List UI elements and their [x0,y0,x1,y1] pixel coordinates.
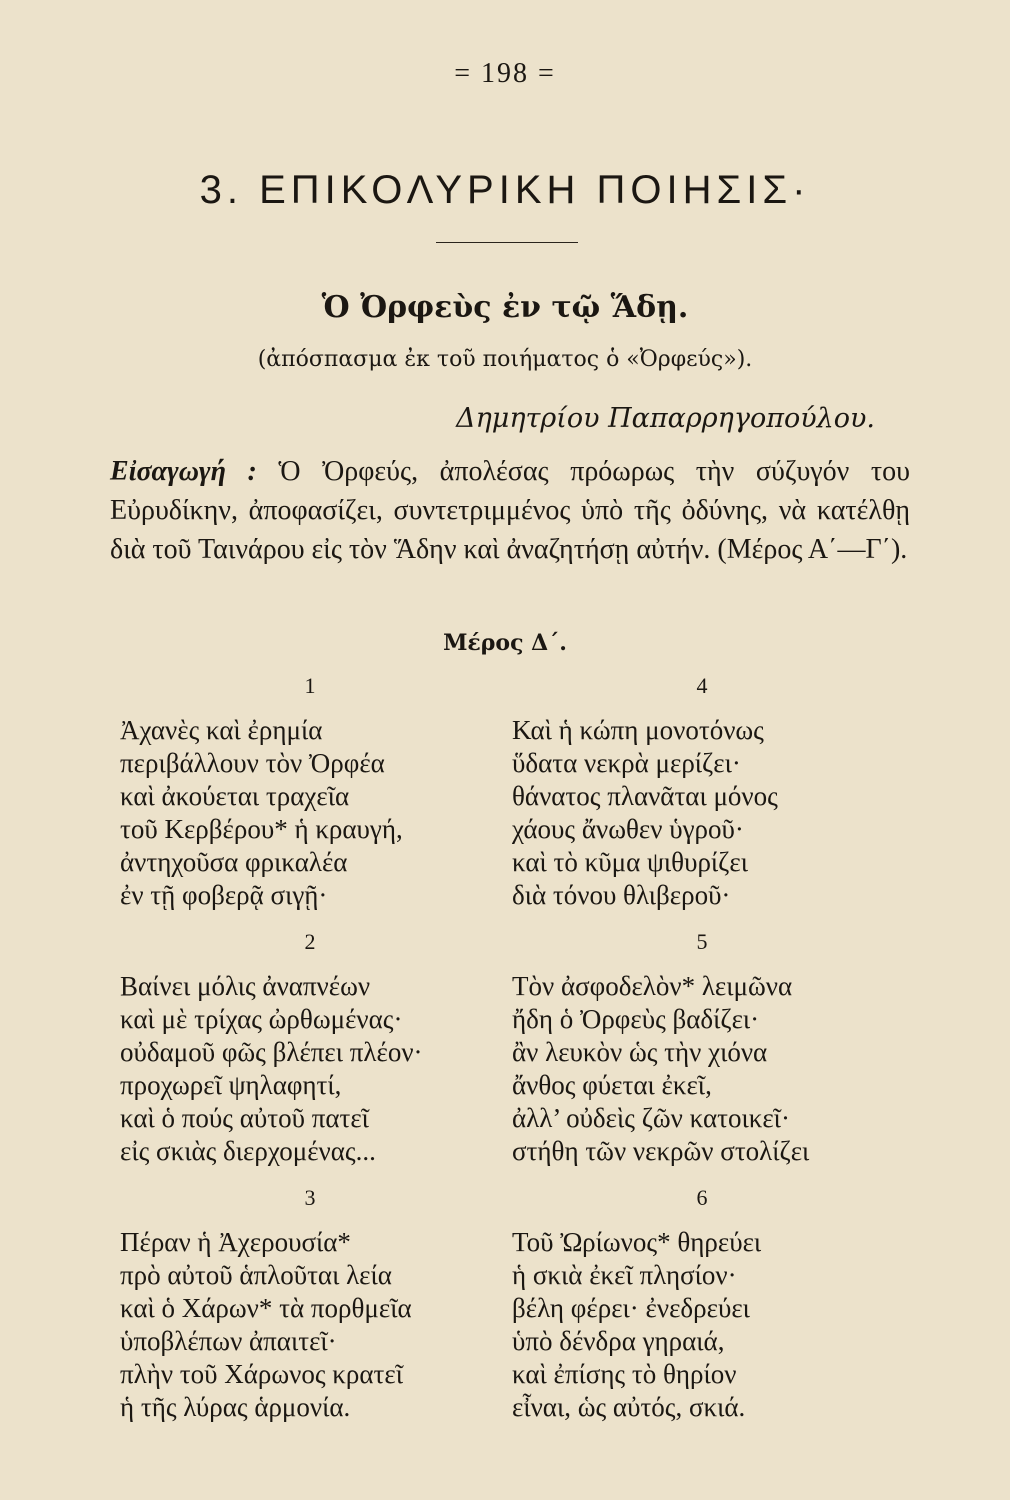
verse-line: καὶ ὁ πούς αὐτοῦ πατεῖ [120,1103,369,1133]
part-title: Μέρος Δ΄. [443,630,567,656]
verse-line: στήθη τῶν νεκρῶν στολίζει [512,1136,810,1166]
verse-line: ἡ σκιὰ ἐκεῖ πλησίον· [512,1260,737,1290]
stanza-5 [512,928,892,1168]
verse-line: βέλη φέρει· ἐνεδρεύει [512,1293,750,1323]
verse-line: ἀντηχοῦσα φρικαλέα [120,847,348,877]
verse-line: πρὸ αὐτοῦ ἁπλοῦται λεία [120,1260,392,1290]
verse-line: Καὶ ἡ κώπη μονοτόνως [512,715,764,745]
poem-subtitle: (ἀπόσπασμα ἐκ τοῦ ποιήματος ὁ «Ὀρφεύς»). [257,347,753,372]
introduction-text: Ὁ Ὀρφεύς, ἀπολέσας πρόωρως τὴν σύζυγόν του Εὐρυδίκην, ἀποφασίζει, συντετριμμένος ὑπὸ τῆς ὀδύνης, νὰ κατέλθῃ διὰ τοῦ Ταινάρου εἰς τὸν Ἅδην καὶ ἀναζητήσῃ αὐτήν. (Μέρος Α΄—Γ΄). [110,456,911,565]
verse-line: ὕδατα νεκρὰ μερίζει· [512,748,741,778]
verse-line: ἡ τῆς λύρας ἁρμονία. [120,1392,351,1422]
verse-line: ἤδη ὁ Ὀρφεὺς βαδίζει· [512,1004,760,1034]
verse-line: πλὴν τοῦ Χάρωνος κρατεῖ [120,1359,403,1389]
stanza-4 [512,672,892,912]
verse-line: ἄνθος φύεται ἐκεῖ, [512,1070,712,1100]
poem-title: Ὁ Ὀρφεὺς ἐν τῷ Ἅδῃ. [321,290,689,325]
verse-line: ὑποβλέπων ἀπαιτεῖ· [120,1326,337,1356]
page-number: = 198 = [454,58,556,89]
verse-line: Τὸν ἀσφοδελὸν* λειμῶνα [512,971,793,1001]
verse-line: εἶναι, ὡς αὐτός, σκιά. [512,1392,746,1422]
introduction-label: Εἰσαγωγή : [110,456,257,487]
stanza-number: 6 [696,1185,708,1210]
verse-line: Πέραν ἡ Ἀχερουσία* [120,1227,351,1257]
stanza-3 [120,1184,500,1424]
stanza-2 [120,928,500,1168]
verse-line: ἐν τῇ φοβερᾷ σιγῇ· [120,880,328,910]
verse-line: καὶ μὲ τρίχας ὠρθωμένας· [120,1004,403,1034]
stanza-1 [120,672,500,912]
verse-line: οὐδαμοῦ φῶς βλέπει πλέον· [120,1037,423,1067]
title-divider [436,242,578,243]
stanza-number: 1 [304,673,316,698]
verse-line: διὰ τόνου θλιβεροῦ· [512,880,731,910]
verse-line: εἰς σκιὰς διερχομένας... [120,1136,376,1166]
verse-line: καὶ ὁ Χάρων* τὰ πορθμεῖα [120,1293,412,1323]
verse-line: θάνατος πλανᾶται μόνος [512,781,778,811]
verse-line: ἀλλ’ οὐδεὶς ζῶν κατοικεῖ· [512,1103,790,1133]
verse-line: ὑπὸ δένδρα γηραιά, [512,1326,725,1356]
stanza-number: 2 [304,929,316,954]
verse-line: καὶ τὸ κῦμα ψιθυρίζει [512,847,748,877]
stanza-6 [512,1184,892,1424]
stanza-number: 4 [696,673,708,698]
verse-line: ἂν λευκὸν ὡς τὴν χιόνα [512,1037,768,1067]
verse-line: προχωρεῖ ψηλαφητί, [120,1070,342,1100]
verse-line: καὶ ἀκούεται τραχεῖα [120,781,350,811]
verse-line: καὶ ἐπίσης τὸ θηρίον [512,1359,737,1389]
introduction [110,452,910,569]
section-title: 3. ΕΠΙΚΟΛΥΡΙΚΗ ΠΟΙΗΣΙΣ· [199,168,811,212]
verse-line: Τοῦ Ὠρίωνος* θηρεύει [512,1227,762,1257]
verse-line: Ἀχανὲς καὶ ἐρημία [120,715,323,745]
verse-line: Βαίνει μόλις ἀναπνέων [120,971,371,1001]
verse-line: χάους ἄνωθεν ὑγροῦ· [512,814,744,844]
stanza-number: 5 [696,929,708,954]
verse-line: τοῦ Κερβέρου* ἡ κραυγή, [120,814,403,844]
stanza-number: 3 [304,1185,316,1210]
verse-line: περιβάλλουν τὸν Ὀρφέα [120,748,385,778]
author: Δημητρίου Παπαρρηγοπούλου. [456,403,875,434]
